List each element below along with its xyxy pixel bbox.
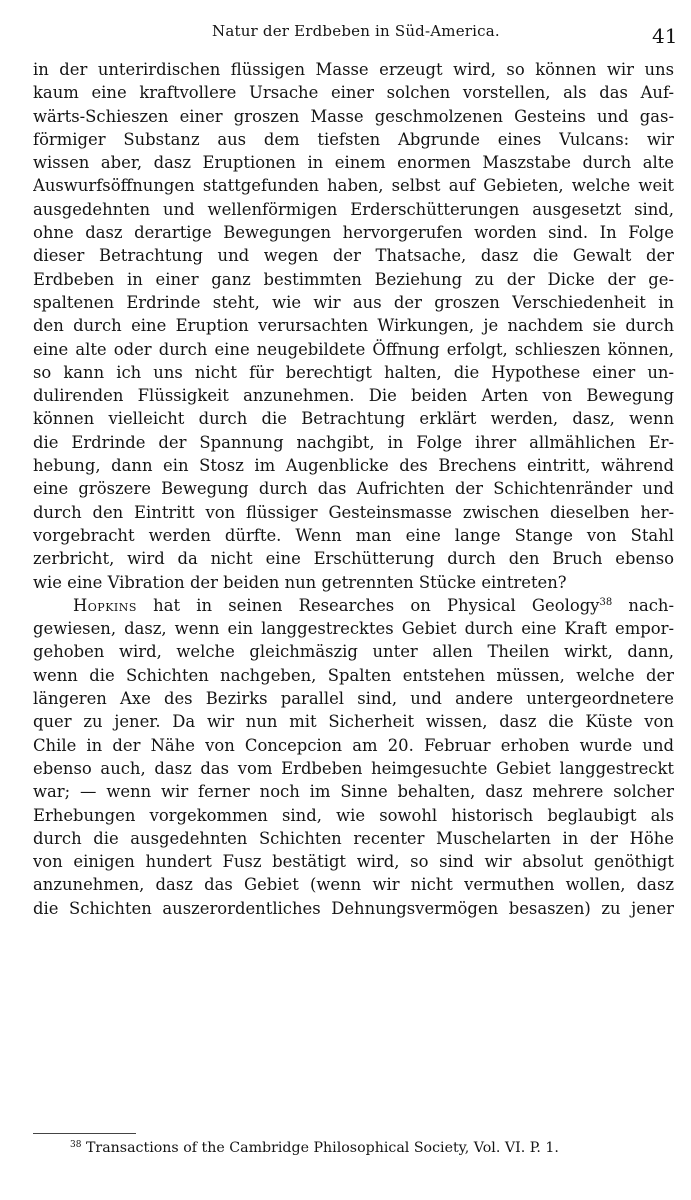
- footnote: [70, 1140, 670, 1156]
- text-line: können vielleicht durch die Betrachtung erklärt werden, dasz, wenn: [33, 409, 674, 429]
- text-line: Erhebungen vorgekommen sind, wie sowohl historisch beglaubigt als: [33, 805, 674, 825]
- paragraph-2: [33, 594, 674, 920]
- paragraph-1: [33, 58, 674, 594]
- author-name: Hopkins: [73, 595, 137, 615]
- text-segment: hat in seinen Researches on Physical Geology: [153, 595, 600, 615]
- text-line: die Schichten auszerordentliches Dehnungsvermögen besaszen) zu jener: [33, 898, 674, 918]
- text-line: wenn die Schichten nachgeben, Spalten entstehen müssen, welche der: [33, 665, 674, 685]
- text-line: von einigen hundert Fusz bestätigt wird, so sind wir absolut genöthigt: [33, 852, 674, 872]
- text-line: durch die ausgedehnten Schichten recenter Muschelarten in der Höhe: [33, 828, 674, 848]
- text-line: längeren Axe des Bezirks parallel sind, und andere untergeordnetere: [33, 689, 674, 709]
- footnote-divider: [33, 1133, 136, 1134]
- text-line: eine gröszere Bewegung durch das Aufrichten der Schichtenränder und: [33, 479, 674, 499]
- footnote-text: Transactions of the Cambridge Philosophical Society, Vol. VI. P. 1.: [85, 1140, 559, 1156]
- text-line: Auswurfsöffnungen stattgefunden haben, selbst auf Gebieten, welche weit: [33, 176, 674, 196]
- text-line: durch den Eintritt von flüssiger Gesteinsmasse zwischen dieselben her-: [33, 502, 674, 522]
- text-line: wie eine Vibration der beiden nun getrennten Stücke eintreten?: [33, 572, 567, 592]
- text-line: dulirenden Flüssigkeit anzunehmen. Die beiden Arten von Bewegung: [33, 386, 674, 406]
- text-line: war; — wenn wir ferner noch im Sinne behalten, dasz mehrere solcher: [33, 782, 674, 802]
- page-number: 41: [652, 24, 678, 48]
- text-line: so kann ich uns nicht für berechtigt halten, die Hypothese einer un-: [33, 362, 674, 382]
- text-line: eine alte oder durch eine neugebildete Öffnung erfolgt, schlieszen können,: [33, 339, 674, 359]
- footnote-number: 38: [70, 1140, 82, 1150]
- body-text: [33, 58, 674, 920]
- text-line: förmiger Substanz aus dem tiefsten Abgrunde eines Vulcans: wir: [33, 129, 674, 149]
- text-line: Chile in der Nähe von Concepcion am 20. Februar erhoben wurde und: [33, 735, 674, 755]
- text-line: die Erdrinde der Spannung nachgibt, in Folge ihrer allmählichen Er-: [33, 432, 674, 452]
- text-line: vorgebracht werden dürfte. Wenn man eine lange Stange von Stahl: [33, 525, 674, 545]
- text-line-first: [33, 594, 674, 617]
- text-line: ebenso auch, dasz das vom Erdbeben heimgesuchte Gebiet langgestreckt: [33, 758, 674, 778]
- text-line: in der unterirdischen flüssigen Masse erzeugt wird, so können wir uns: [33, 60, 674, 79]
- text-line: ausgedehnten und wellenförmigen Erderschütterungen ausgesetzt sind,: [33, 199, 674, 219]
- text-line: anzunehmen, dasz das Gebiet (wenn wir nicht vermuthen wollen, dasz: [33, 875, 674, 895]
- text-line: dieser Betrachtung und wegen der Thatsache, dasz die Gewalt der: [33, 246, 674, 266]
- text-line: kaum eine kraftvollere Ursache einer solchen vorstellen, als das Auf-: [33, 83, 674, 103]
- text-line: den durch eine Eruption verursachten Wirkungen, je nachdem sie durch: [33, 316, 674, 336]
- running-title: Natur der Erdbeben in Süd-America.: [212, 22, 500, 40]
- text-line: wärts-Schieszen einer groszen Masse geschmolzenen Gesteins und gas-: [33, 106, 674, 126]
- footnote-reference[interactable]: 38: [599, 596, 613, 608]
- text-line: wissen aber, dasz Eruptionen in einem enormen Maszstabe durch alte: [33, 153, 674, 173]
- text-segment: nach-: [628, 595, 674, 615]
- text-line: gewiesen, dasz, wenn ein langgestrecktes Gebiet durch eine Kraft empor-: [33, 619, 674, 639]
- text-line: gehoben wird, welche gleichmäszig unter allen Theilen wirkt, dann,: [33, 642, 674, 662]
- text-line: spaltenen Erdrinde steht, wie wir aus der groszen Verschiedenheit in: [33, 292, 674, 312]
- text-line: ohne dasz derartige Bewegungen hervorgerufen worden sind. In Folge: [33, 223, 674, 243]
- running-header: [0, 22, 691, 46]
- text-line: quer zu jener. Da wir nun mit Sicherheit wissen, dasz die Küste von: [33, 712, 674, 732]
- text-line: hebung, dann ein Stosz im Augenblicke des Brechens eintritt, während: [33, 456, 674, 476]
- text-line: Erdbeben in einer ganz bestimmten Beziehung zu der Dicke der ge-: [33, 269, 674, 289]
- text-line: zerbricht, wird da nicht eine Erschütterung durch den Bruch ebenso: [33, 549, 674, 569]
